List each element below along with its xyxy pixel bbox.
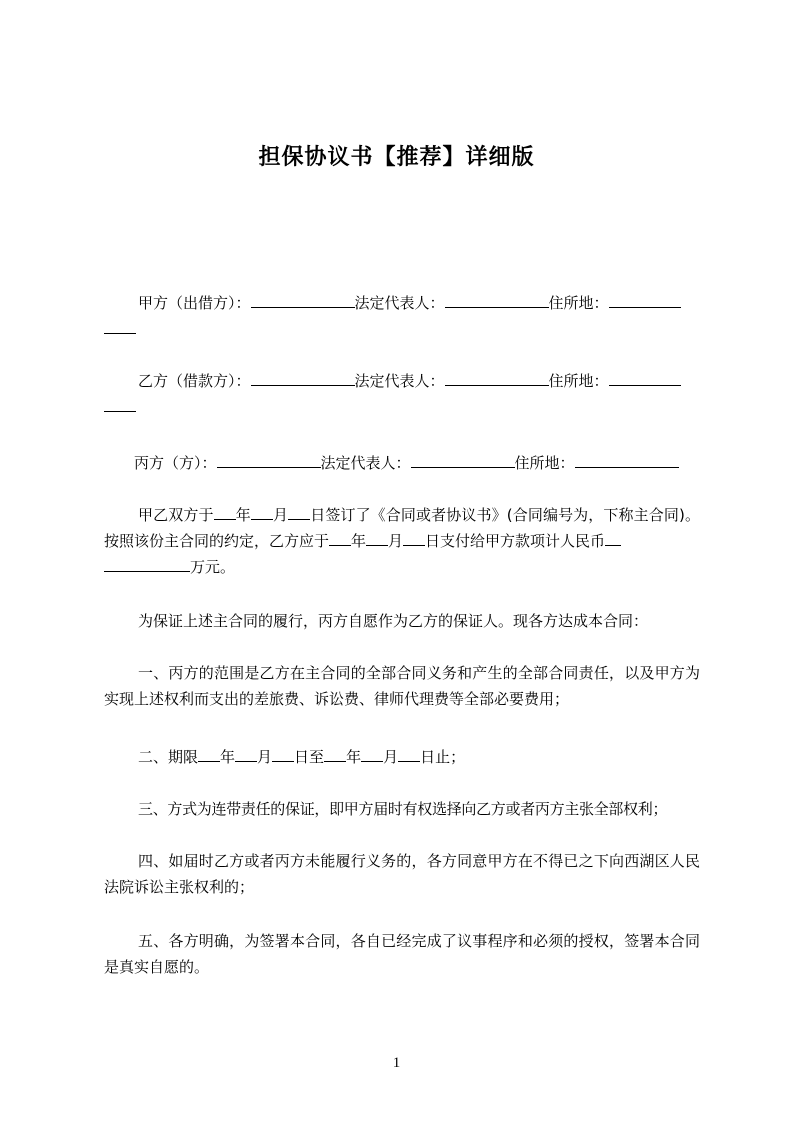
blank bbox=[251, 503, 273, 520]
party-c-rep-label: 法定代表人： bbox=[320, 454, 411, 472]
clause-4: 四、如届时乙方或者丙方未能履行义务的，各方同意甲方在不得已之下向西湖区人民法院诉讼主张权利的； bbox=[104, 852, 700, 896]
intro-text-2: 日签订了《合同或者协议书》(合同编号为，下称主合同)。按照该份主合同的约定，乙方应于 bbox=[104, 506, 700, 550]
page-number: 1 bbox=[392, 1055, 401, 1071]
clause-2 bbox=[104, 744, 700, 770]
clause-5: 五、各方明确，为签署本合同，各自已经完成了议事程序和必须的授权，签署本合同是真实自愿的。 bbox=[104, 932, 700, 976]
amount-blank bbox=[104, 555, 190, 572]
blank bbox=[198, 745, 220, 762]
party-b-addr-blank bbox=[609, 369, 681, 386]
party-b-label: 乙方（借款方）： bbox=[138, 372, 251, 390]
intro-month: 月 bbox=[272, 506, 289, 524]
party-c-addr-blank bbox=[575, 451, 679, 468]
blank bbox=[398, 745, 420, 762]
clause-2-year-2: 年 bbox=[346, 748, 362, 766]
blank bbox=[235, 745, 257, 762]
clause-3: 三、方式为连带责任的保证，即甲方届时有权选择向乙方或者丙方主张全部权利； bbox=[138, 800, 668, 818]
party-a-rep-label: 法定代表人： bbox=[354, 294, 445, 312]
party-c-line bbox=[104, 450, 700, 476]
clause-2-month: 月 bbox=[257, 748, 273, 766]
clause-1: 一、丙方的范围是乙方在主合同的全部合同义务和产生的全部合同责任，以及甲方为实现上述权利而支出的差旅费、诉讼费、律师代理费等全部必要费用； bbox=[104, 664, 700, 708]
party-a-addr-blank bbox=[609, 291, 681, 308]
party-a-name-blank bbox=[251, 291, 355, 308]
blank bbox=[329, 529, 351, 546]
party-b-rep-blank bbox=[445, 369, 549, 386]
clause-2-end: 日止； bbox=[420, 748, 466, 766]
party-a-addr-label: 住所地： bbox=[548, 294, 609, 312]
blank bbox=[214, 503, 236, 520]
clause-2-month-2: 月 bbox=[383, 748, 399, 766]
party-a-rep-blank bbox=[445, 291, 549, 308]
party-b-name-blank bbox=[251, 369, 355, 386]
party-a-label: 甲方（出借方）： bbox=[138, 294, 251, 312]
party-c-addr-label: 住所地： bbox=[514, 454, 575, 472]
intro-text-1: 甲乙双方于 bbox=[138, 506, 214, 524]
party-b-addr-label: 住所地： bbox=[548, 372, 609, 390]
party-c-name-blank bbox=[217, 451, 321, 468]
party-b-line bbox=[104, 368, 700, 420]
clause-2-year: 年 bbox=[220, 748, 236, 766]
intro-paragraph bbox=[104, 502, 700, 580]
blank bbox=[288, 503, 310, 520]
blank bbox=[605, 529, 621, 546]
party-b-addr-blank-cont bbox=[104, 395, 136, 412]
guarantee-paragraph: 为保证上述主合同的履行，丙方自愿作为乙方的保证人。现各方达成本合同： bbox=[138, 612, 649, 630]
intro-year: 年 bbox=[235, 506, 251, 524]
clause-2-day-to: 日至 bbox=[294, 748, 325, 766]
clause-2-text: 二、期限 bbox=[138, 748, 199, 766]
intro-text-3: 日支付给甲方款项计人民币 bbox=[425, 532, 606, 550]
intro-year-2: 年 bbox=[351, 532, 367, 550]
party-a-addr-blank-cont bbox=[104, 317, 136, 334]
intro-month-2: 月 bbox=[388, 532, 404, 550]
blank bbox=[361, 745, 383, 762]
intro-unit: 万元。 bbox=[190, 558, 236, 576]
party-c-rep-blank bbox=[411, 451, 515, 468]
party-a-line bbox=[104, 290, 700, 342]
document-title: 担保协议书【推荐】详细版 bbox=[258, 145, 535, 170]
blank bbox=[403, 529, 425, 546]
blank bbox=[324, 745, 346, 762]
blank bbox=[366, 529, 388, 546]
party-c-label: 丙方（方）： bbox=[134, 454, 217, 472]
blank bbox=[272, 745, 294, 762]
party-b-rep-label: 法定代表人： bbox=[354, 372, 445, 390]
